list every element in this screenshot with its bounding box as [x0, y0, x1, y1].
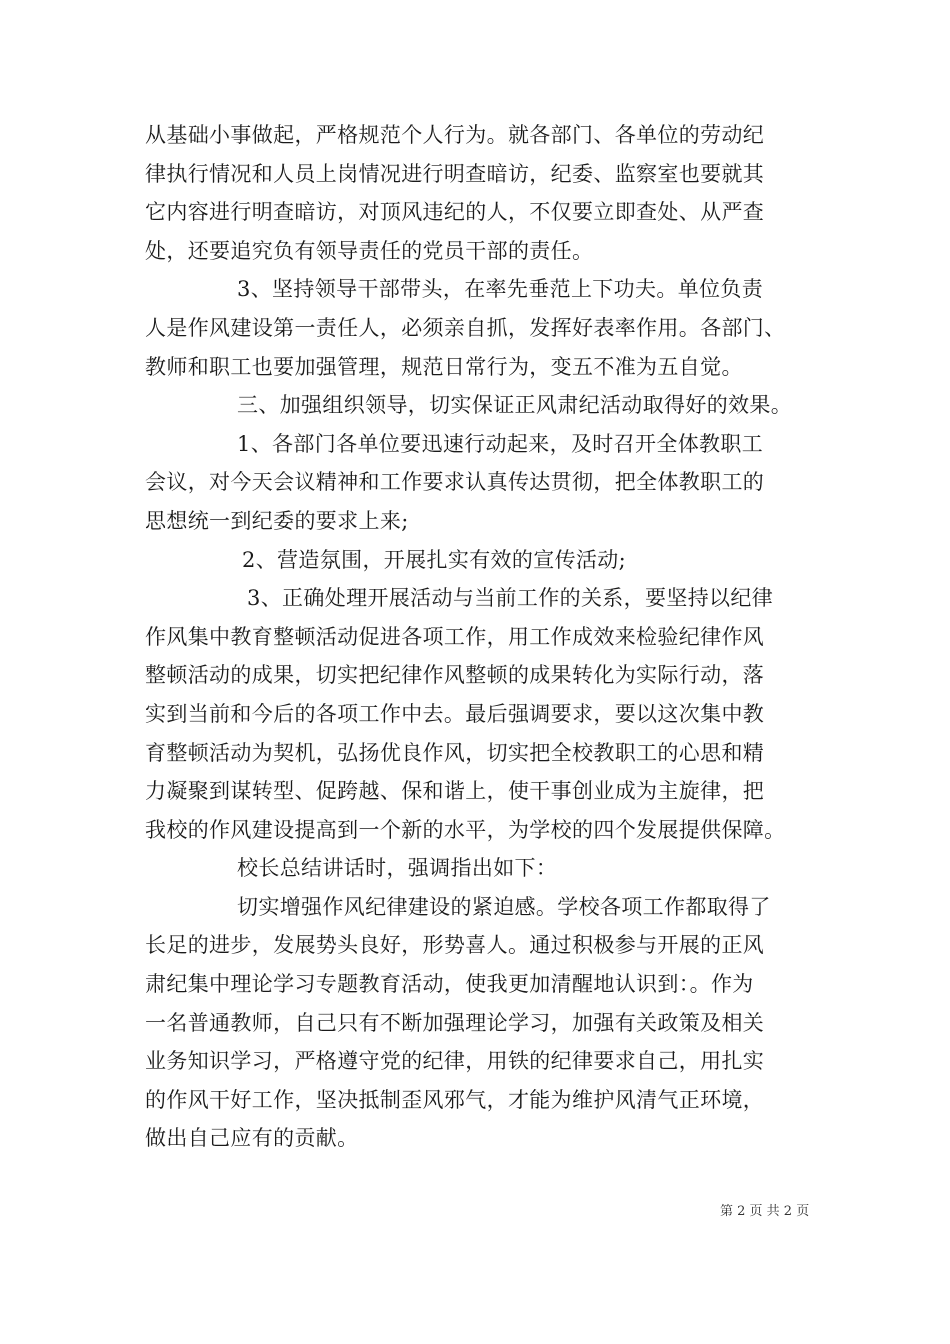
- body-text: [145, 116, 809, 1158]
- text-line: 实到当前和今后的各项工作中去。最后强调要求，要以这次集中教: [145, 701, 765, 726]
- text-line: 我校的作风建设提高到一个新的水平，为学校的四个发展提供保障。: [145, 817, 786, 842]
- text-line: 3、坚持领导干部带头，在率先垂范上下功夫。单位负责: [237, 277, 764, 302]
- text-line: 3、正确处理开展活动与当前工作的关系，要坚持以纪律: [247, 586, 774, 611]
- text-line: 力凝聚到谋转型、促跨越、保和谐上，使干事创业成为主旋律，把: [145, 779, 765, 804]
- text-line: 思想统一到纪委的要求上来;: [145, 508, 409, 533]
- page-number: 第 2 页 共 2 页: [720, 1204, 810, 1219]
- text-line: 业务知识学习，严格遵守党的纪律，用铁的纪律要求自己，用扎实: [145, 1049, 765, 1074]
- section-heading: 三、加强组织领导，切实保证正风肃纪活动取得好的效果。: [237, 393, 793, 418]
- text-line: 处，还要追究负有领导责任的党员干部的责任。: [145, 238, 594, 263]
- text-line: 1、各部门各单位要迅速行动起来，及时召开全体教职工: [237, 431, 764, 456]
- text-line: 一名普通教师，自己只有不断加强理论学习，加强有关政策及相关: [145, 1010, 765, 1035]
- text-line: 教师和职工也要加强管理，规范日常行为，变五不准为五自觉。: [145, 354, 743, 379]
- text-line: 人是作风建设第一责任人，必须亲自抓，发挥好表率作用。各部门、: [145, 315, 786, 340]
- text-line: 切实增强作风纪律建设的紧迫感。学校各项工作都取得了: [237, 894, 771, 919]
- text-line: 长足的进步，发展势头良好，形势喜人。通过积极参与开展的正风: [145, 933, 765, 958]
- text-line: 它内容进行明查暗访，对顶风违纪的人，不仅要立即查处、从严查: [145, 200, 765, 225]
- text-line: 校长总结讲话时，强调指出如下：: [237, 856, 558, 881]
- text-line: 做出自己应有的贡献。: [145, 1126, 359, 1151]
- text-line: 的作风干好工作，坚决抵制歪风邪气，才能为维护风清气正环境，: [145, 1087, 765, 1112]
- text-line: 整顿活动的成果，切实把纪律作风整顿的成果转化为实际行动，落: [145, 663, 765, 688]
- text-line: 育整顿活动为契机，弘扬优良作风，切实把全校教职工的心思和精: [145, 740, 765, 765]
- text-line: 肃纪集中理论学习专题教育活动，使我更加清醒地认识到：。作为: [145, 972, 754, 997]
- text-line: 从基础小事做起，严格规范个人行为。就各部门、各单位的劳动纪: [145, 123, 765, 147]
- text-line: 2、营造氛围，开展扎实有效的宣传活动;: [242, 547, 627, 572]
- text-line: 作风集中教育整顿活动促进各项工作，用工作成效来检验纪律作风: [145, 624, 765, 649]
- text-line: 律执行情况和人员上岗情况进行明查暗访，纪委、监察室也要就其: [145, 161, 765, 186]
- text-line: 会议，对今天会议精神和工作要求认真传达贯彻，把全体教职工的: [145, 470, 765, 495]
